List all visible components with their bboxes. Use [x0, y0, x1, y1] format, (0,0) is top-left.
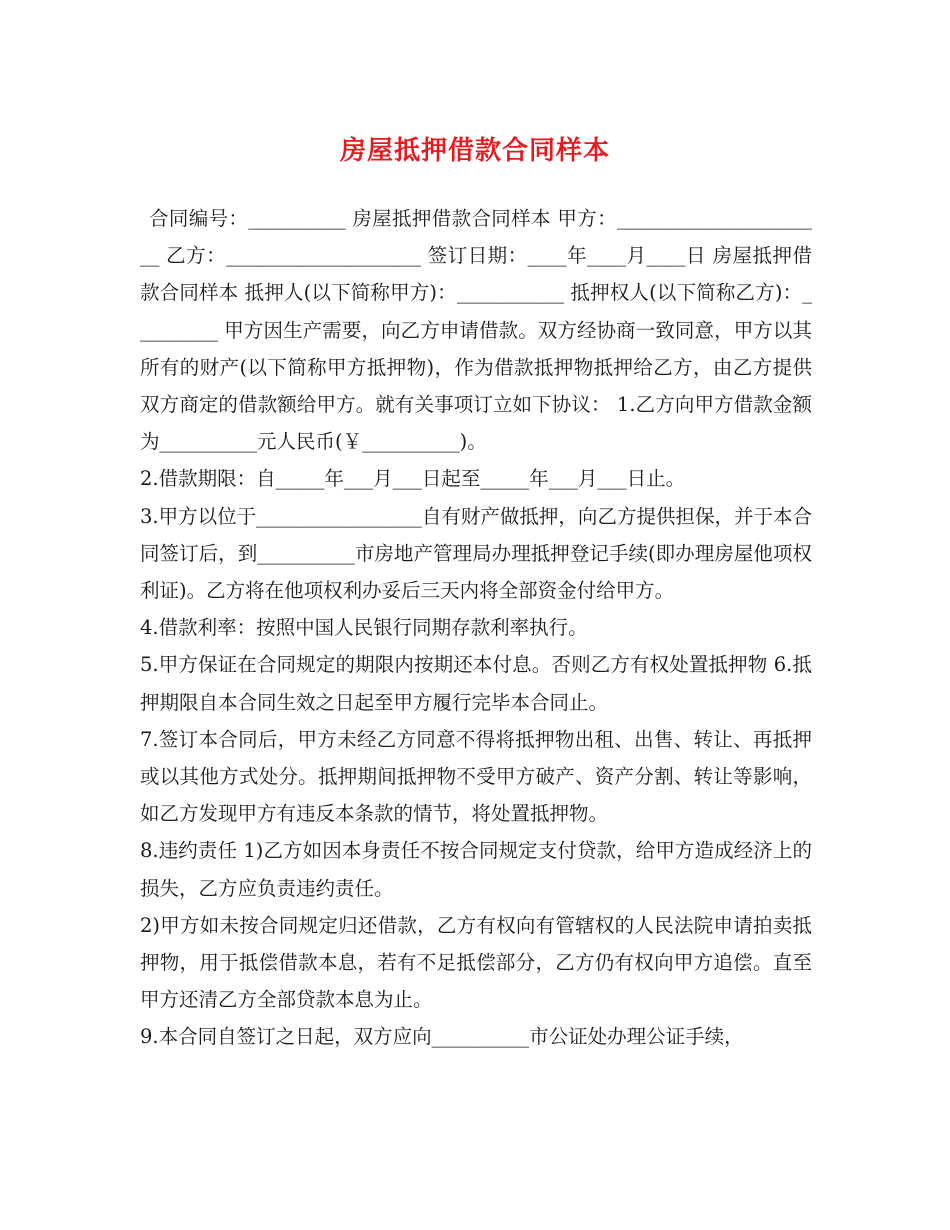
- contract-body: [140, 200, 812, 1056]
- clause-breach-liability: 8.违约责任 1)乙方如因本身责任不按合同规定支付贷款，给甲方造成经济上的损失，乙方应负责违约责任。: [140, 839, 812, 900]
- clause-collateral: 3.甲方以位于_________________自有财产做抵押，向乙方提供担保，并于本合同签订后，到__________市房地产管理局办理抵押登记手续(即办理房屋他项权利证)。乙方将在他项权利办妥后三天内将全部资金付给甲方。: [140, 504, 812, 603]
- clause-interest-rate: 4.借款利率：按照中国人民银行同期存款利率执行。: [140, 616, 588, 640]
- clause-repayment-and-term: 5.甲方保证在合同规定的期限内按期还本付息。否则乙方有权处置抵押物 6.抵押期限自本合同生效之日起至甲方履行完毕本合同止。: [140, 653, 812, 714]
- clause-loan-term: 2.借款期限：自_____年___月___日起至_____年___月___日止。: [140, 467, 686, 491]
- clause-breach-borrower: 2)甲方如未按合同规定归还借款，乙方有权向有管辖权的人民法院申请拍卖抵押物，用于抵偿借款本息，若有不足抵偿部分，乙方仍有权向甲方追偿。直至甲方还清乙方全部贷款本息为止。: [140, 913, 812, 1012]
- clause-restrictions: 7.签订本合同后，甲方未经乙方同意不得将抵押物出租、出售、转让、再抵押或以其他方式处分。抵押期间抵押物不受甲方破产、资产分割、转让等影响，如乙方发现甲方有违反本条款的情节，将处置抵押物。: [140, 727, 812, 826]
- document-title: 房屋抵押借款合同样本: [339, 136, 610, 166]
- clause-notarization: 9.本合同自签订之日起，双方应向__________市公证处办理公证手续，: [140, 1025, 744, 1049]
- contract-intro-paragraph: 合同编号：__________ 房屋抵押借款合同样本 甲方：______________________ 乙方：____________________ 签订日期：____年____月____日 房屋抵押借款合同样本 抵押人(以下简称甲方)：___________ 抵押权人(以下简称乙方)：_________ 甲方因生产需要，向乙方申请借款。双方经协商一致同意，甲方以其所有的财产(以下简称甲方抵押物)，作为借款抵押物抵押给乙方，由乙方提供双方商定的借款额给甲方。就有关事项订立如下协议： 1.乙方向甲方借款金额为__________元人民币(￥__________)。: [140, 207, 812, 454]
